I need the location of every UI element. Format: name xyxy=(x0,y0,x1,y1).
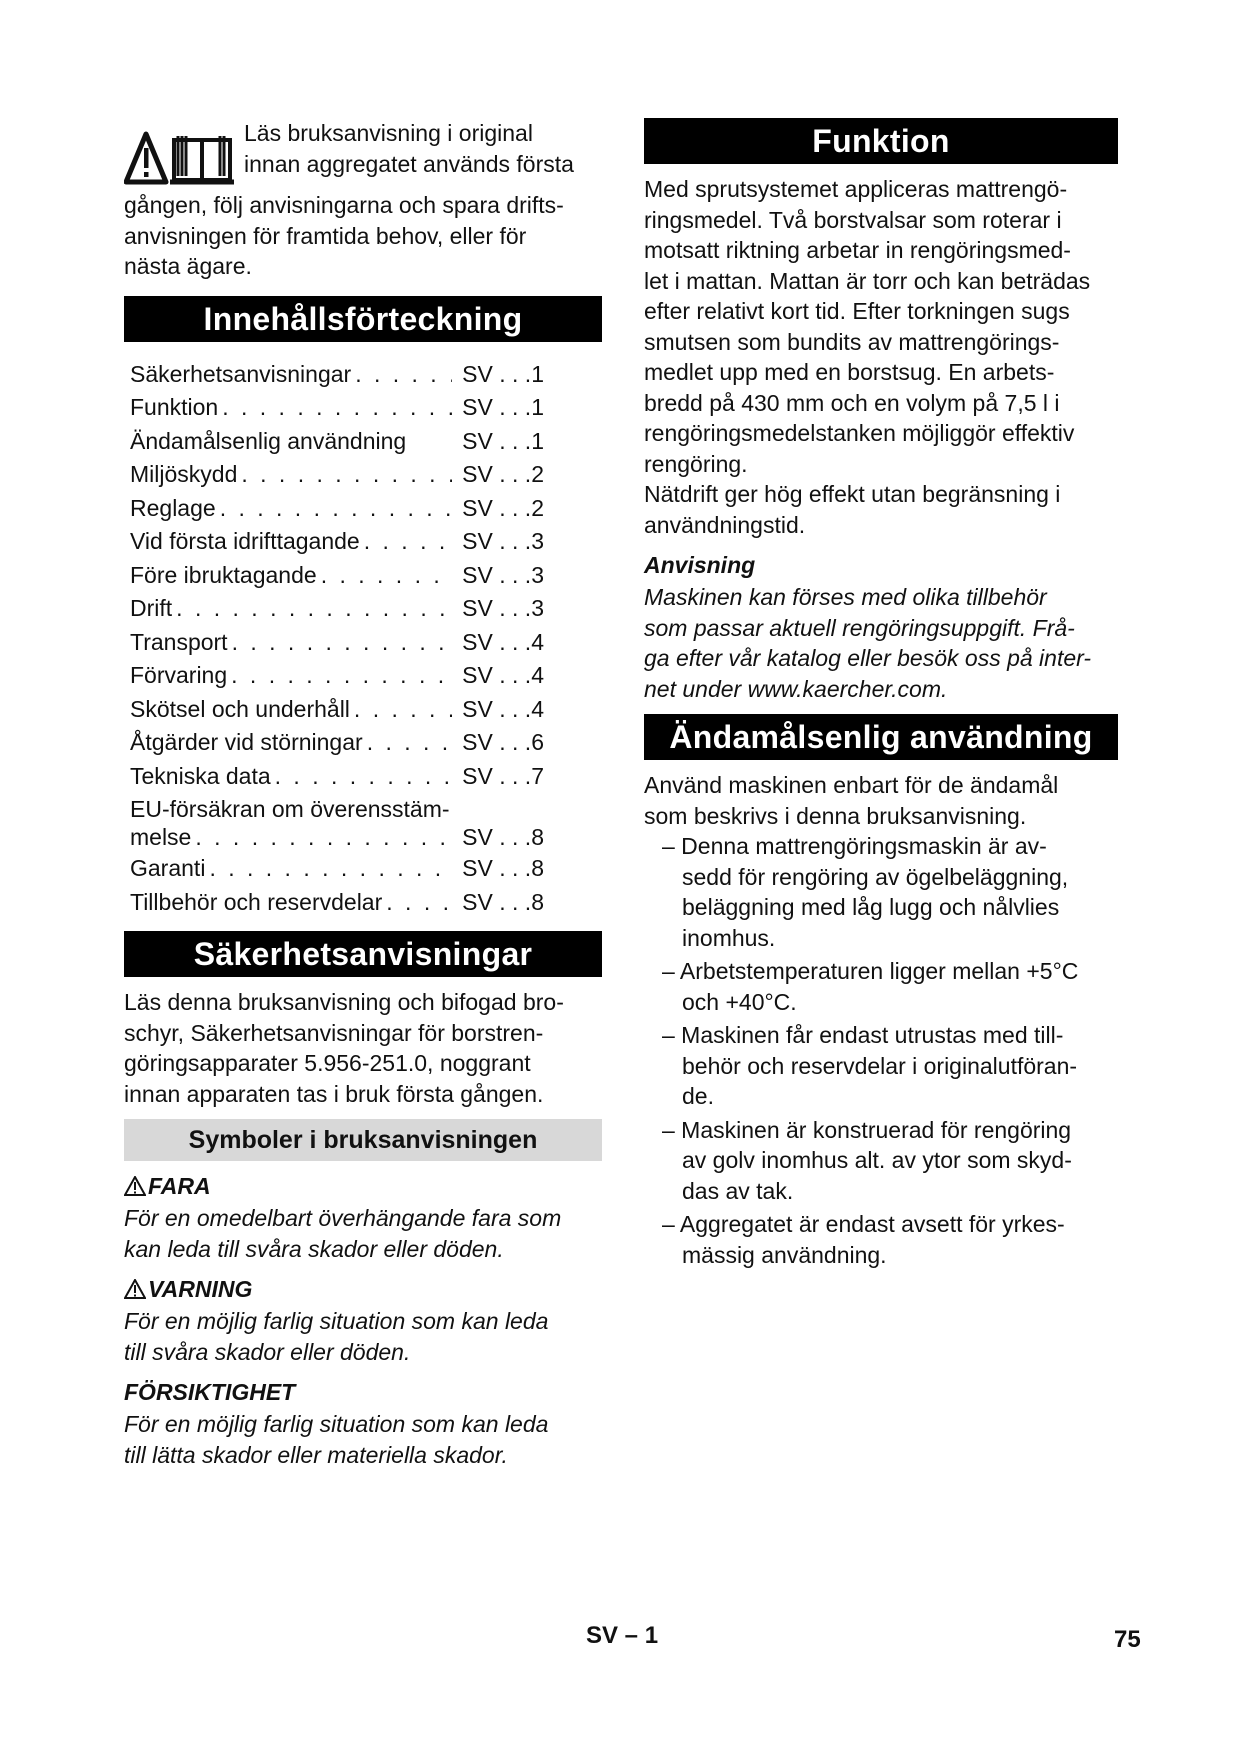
warning-triangle-icon xyxy=(124,1176,146,1196)
right-column xyxy=(644,118,1134,1273)
toc-item[interactable]: Skötsel och underhåll . . . SV . . .4 xyxy=(130,693,544,727)
toc-item[interactable]: EU-försäkran om överensstäm- melse . . . SV . . .8 xyxy=(130,796,544,852)
intro-line: innan aggregatet används första xyxy=(244,150,574,177)
list-item: – Denna mattrengöringsmaskin är av- sedd för rengöring av ögelbeläggning, beläggning med låg lugg och nålvlies inomhus. xyxy=(662,833,1069,951)
toc-item[interactable]: Miljöskydd . . . SV . . .2 xyxy=(130,458,544,492)
list-item: – Aggregatet är endast avsett för yrkes- mässig användning. xyxy=(662,1211,1065,1268)
list-item: – Maskinen får endast utrustas med till- behör och reservdelar i originalutföran- de. xyxy=(662,1022,1078,1109)
toc-heading: Innehållsförteckning xyxy=(124,296,602,342)
warning-text: För en möjlig farlig situation som kan leda xyxy=(124,1308,549,1334)
toc-item[interactable]: Funktion . . . SV . . .1 xyxy=(130,391,544,425)
usage-heading: Ändamålsenlig användning xyxy=(644,714,1118,760)
intro-line: Läs bruksanvisning i original xyxy=(244,120,533,146)
toc-item[interactable]: Förvaring . . . SV . . .4 xyxy=(130,659,544,693)
danger-text: kan leda till svåra skador eller döden. xyxy=(124,1235,504,1262)
safety-paragraph: Läs denna bruksanvisning och bifogad bro- schyr, Säkerhetsanvisningar för borstren- göringsapparater 5.956-251.0, noggrant innan apparaten tas i bruk första gången. xyxy=(124,989,564,1107)
safety-heading: Säkerhetsanvisningar xyxy=(124,931,602,977)
toc-item[interactable]: Före ibruktagande . . . SV . . .3 xyxy=(130,559,544,593)
danger-text: För en omedelbart överhängande fara som xyxy=(124,1205,562,1231)
warning-manual-icon xyxy=(124,130,236,190)
warning-heading: VARNING xyxy=(124,1272,602,1306)
intro-paragraph xyxy=(124,118,602,282)
toc-item[interactable]: Åtgärder vid störningar . . . SV . . .6 xyxy=(130,726,544,760)
usage-paragraph: Använd maskinen enbart för de ändamål som beskrivs i denna bruksanvisning. xyxy=(644,772,1059,829)
page-number: 75 xyxy=(1114,1626,1141,1653)
danger-heading: FARA xyxy=(124,1169,602,1203)
toc-item[interactable]: Drift . . . SV . . .3 xyxy=(130,592,544,626)
toc-item[interactable]: Tillbehör och reservdelar . . . SV . . .8 xyxy=(130,886,544,920)
toc-item[interactable]: Transport . . . SV . . .4 xyxy=(130,626,544,660)
caution-text: till lätta skador eller materiella skador. xyxy=(124,1441,508,1468)
section-page-label: SV – 1 xyxy=(586,1622,659,1649)
intro-line: nästa ägare. xyxy=(124,253,252,279)
list-item: – Maskinen är konstruerad för rengöring av golv inomhus alt. av ytor som skyd- das av tak. xyxy=(662,1116,1072,1204)
toc-item[interactable]: Ändamålsenlig användning SV . . .1 xyxy=(130,427,544,454)
caution-text: För en möjlig farlig situation som kan leda xyxy=(124,1411,549,1437)
usage-list xyxy=(644,831,1134,1270)
function-heading: Funktion xyxy=(644,118,1118,164)
note-heading: Anvisning xyxy=(644,552,756,578)
function-paragraph: Med sprutsystemet appliceras mattrengö- ringsmedel. Två borstvalsar som roterar i motsatt riktning arbetar in rengöringsmed- let i mattan. Mattan är torr och kan beträdas efter relativt kort tid. Efter torkningen sugs smutsen som bundits av mattrengörings- medlet upp med en borstsug. En arbets- bredd på 430 mm och en volym på 7,5 l i rengöringsmedelstanken möjliggör effektiv rengöring. Nätdrift ger hög effekt utan begränsning i användningstid. xyxy=(644,176,1091,538)
left-column xyxy=(124,118,602,1470)
intro-line: anvisningen för framtida behov, eller för xyxy=(124,222,527,249)
toc-item[interactable]: Tekniska data . . . SV . . .7 xyxy=(130,760,544,794)
caution-heading: FÖRSIKTIGHET xyxy=(124,1379,296,1405)
toc-item[interactable]: Vid första idrifttagande . . . SV . . .3 xyxy=(130,525,544,559)
warning-triangle-icon xyxy=(124,1279,146,1299)
note-text: Maskinen kan förses med olika tillbehör som passar aktuell rengöringsuppgift. Frå- ga efter vår katalog eller besök oss på inter- net under www.kaercher.com. xyxy=(644,584,1092,702)
warning-text: till svåra skador eller döden. xyxy=(124,1338,411,1365)
table-of-contents xyxy=(130,358,544,920)
list-item: – Arbetstemperaturen ligger mellan +5°C och +40°C. xyxy=(662,958,1079,1015)
symbols-heading: Symboler i bruksanvisningen xyxy=(124,1119,602,1161)
toc-item[interactable]: Reglage . . . SV . . .2 xyxy=(130,492,544,526)
intro-line: gången, följ anvisningarna och spara drifts- xyxy=(124,192,564,218)
toc-item[interactable]: Säkerhetsanvisningar . . . SV . . .1 xyxy=(130,358,544,392)
toc-item[interactable]: Garanti . . . SV . . .8 xyxy=(130,852,544,886)
